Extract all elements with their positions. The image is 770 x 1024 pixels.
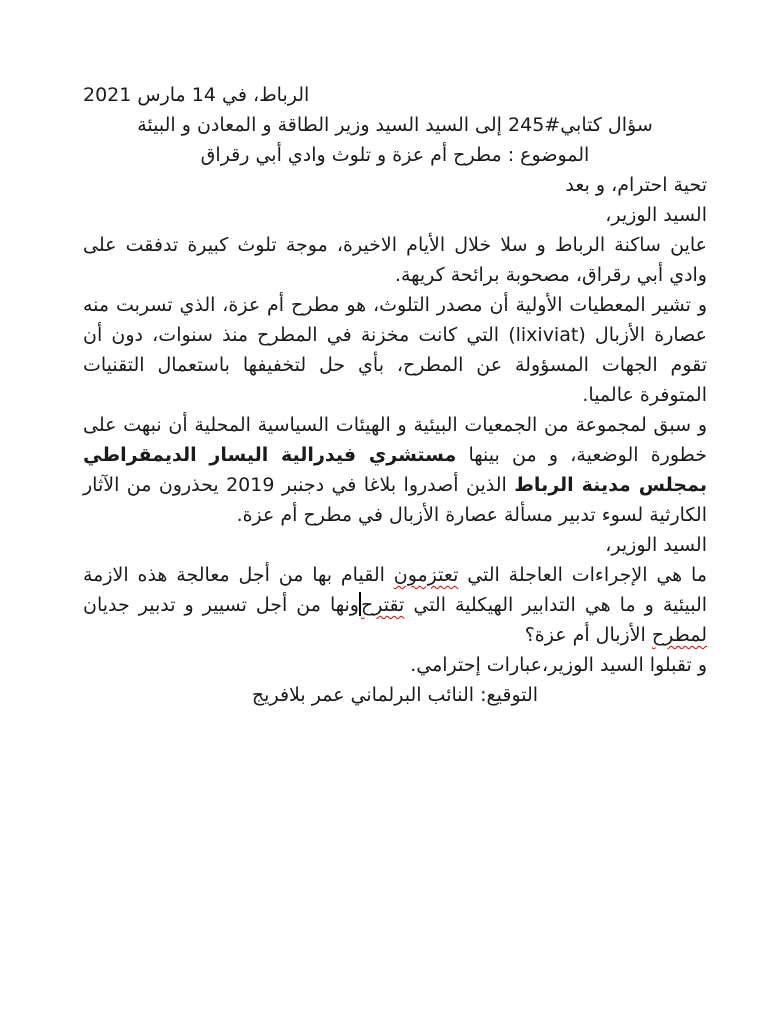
paragraph-3 <box>83 410 707 530</box>
paragraph-3-text-end: الذين أصدروا بلاغا في دجنبر 2019 يحذرون من الآثار الكارثية لسوء تدبير مسألة عصارة الأزبال في مطرح أم عزة. <box>83 474 707 526</box>
question-text-1: ما هي الإجراءات العاجلة التي <box>458 564 708 586</box>
signature-line: التوقيع: النائب البرلماني عمر بلافريج <box>251 684 539 706</box>
greeting-line: تحية احترام، و بعد <box>565 174 707 196</box>
paragraph-3-bold-phrase: مستشري فيدرالية اليسار الديمقراطي بمجلس مدينة الرباط <box>83 444 707 496</box>
document-title: سؤال كتابي#245 إلى السيد السيد وزير الطاقة و المعادن و البيئة <box>137 114 653 136</box>
question-text-3: ونها <box>329 594 359 616</box>
question-text-2: القيام بها من أجل معالجة هذه الازمة البيئية و ما هي التدابير الهيكلية التي <box>83 564 708 616</box>
paragraph-2: و تشير المعطيات الأولية أن مصدر التلوث، هو مطرح أم عزة، الذي تسربت منه عصارة الأزبال (lixiviat) التي كانت مخزنة في المطرح منذ سنوات، دون أن تقوم الجهات المسؤولة عن المطرح، بأي حل لتخفيفها باستعمال التقنيات المتوفرة عالميا. <box>83 294 707 406</box>
misspelled-word-2: تقترح <box>360 594 405 616</box>
salutation-1: السيد الوزير، <box>605 204 707 226</box>
closing-line: و تقبلوا السيد الوزير،عبارات إحترامي. <box>410 654 707 676</box>
subject-line: الموضوع : مطرح أم عزة و تلوث وادي أبي رقراق <box>200 144 590 166</box>
misspelled-word-1: تعتزمون <box>393 564 459 586</box>
salutation-2: السيد الوزير، <box>605 534 707 556</box>
question-paragraph <box>83 560 707 650</box>
paragraph-3-text-start: و سبق لمجموعة من الجمعيات البيئية و الهيئات السياسية المحلية أن نبهت على خطورة الوضعية، و من بينها <box>83 414 708 466</box>
question-text-4: من أجل تسيير و تدبير جديان <box>83 594 330 616</box>
misspelled-word-3: لمطرح <box>651 624 707 646</box>
paragraph-1: عاين ساكنة الرباط و سلا خلال الأيام الاخيرة، موجة تلوث كبيرة تدفقت على وادي أبي رقراق، مصحوبة برائحة كريهة. <box>83 234 707 286</box>
date-line: الرباط، في 14 مارس 2021 <box>83 84 310 106</box>
question-text-5: الأزبال أم عزة؟ <box>524 624 652 646</box>
